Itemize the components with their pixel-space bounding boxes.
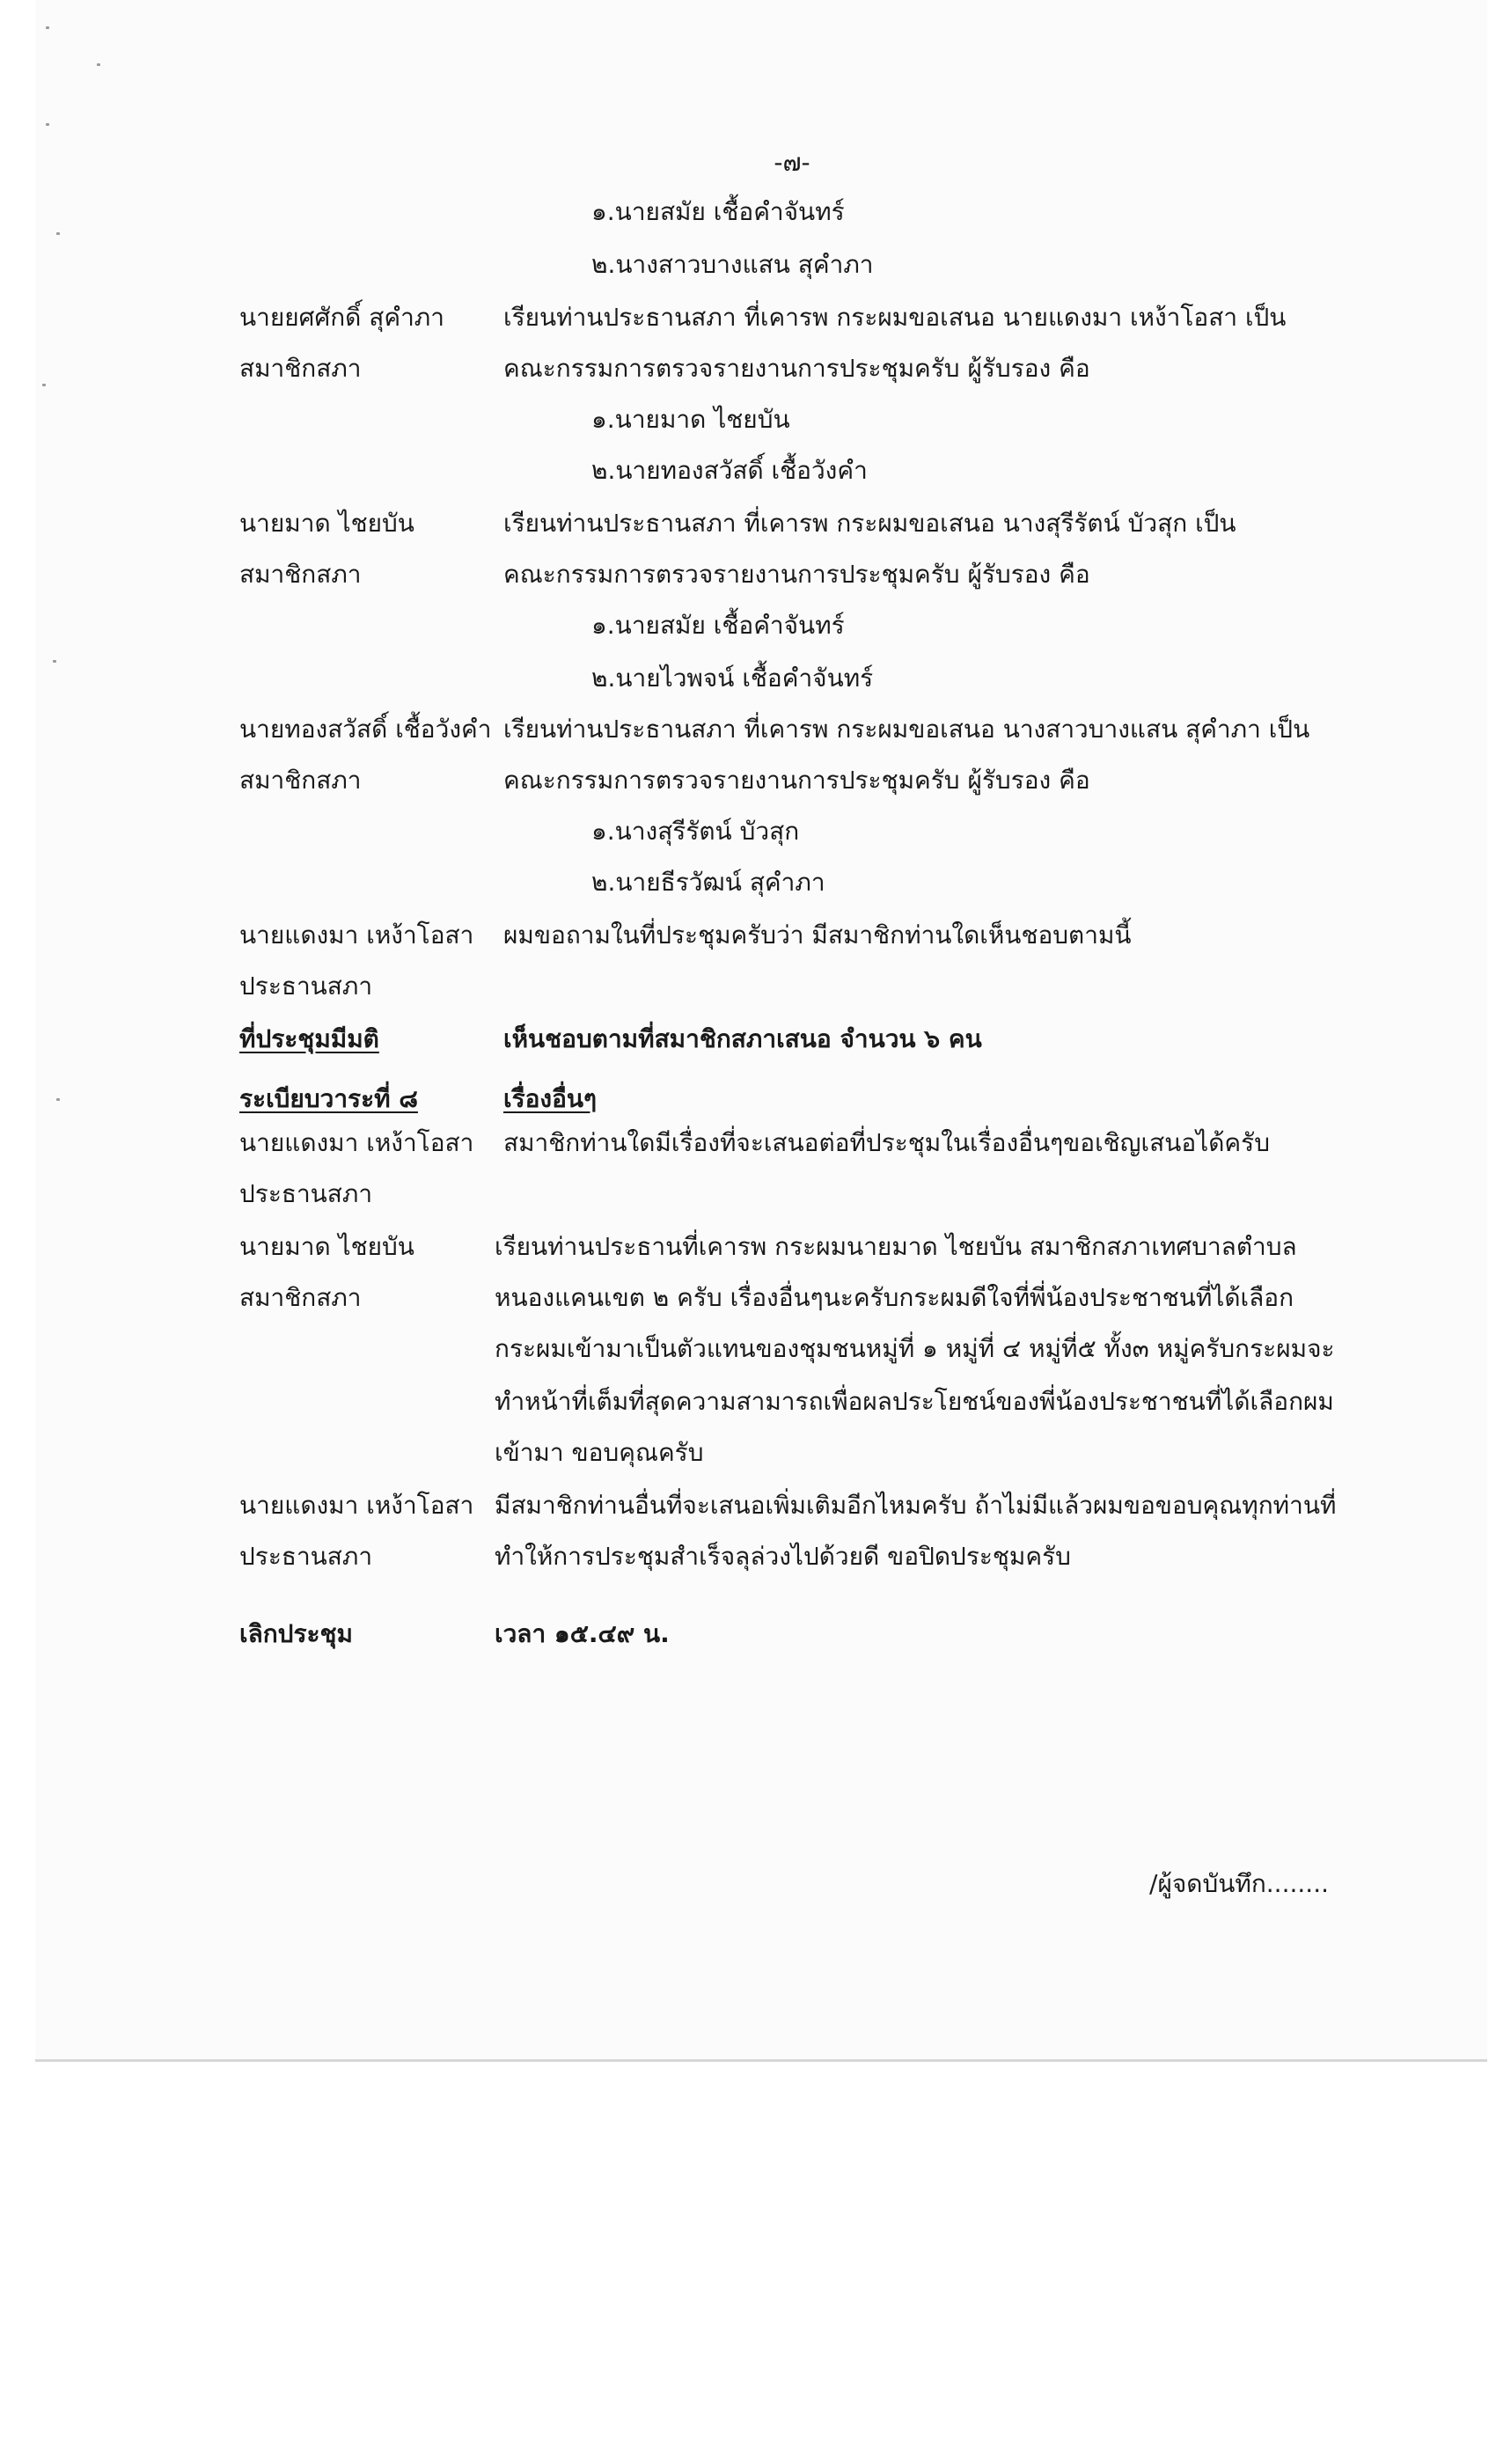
speech-line: เรียนท่านประธานสภา ที่เคารพ กระผมขอเสนอ นางสุรีรัตน์ บัวสุก เป็น <box>503 509 1236 538</box>
speech-line: หนองแคนเขต ๒ ครับ เรื่องอื่นๆนะครับกระผมดีใจที่พี่น้องประชาชนที่ได้เลือก <box>495 1283 1294 1312</box>
speech-line: กระผมเข้ามาเป็นตัวแทนของชุมชนหมู่ที่ ๑ หมู่ที่ ๔ หมู่ที่๕ ทั้ง๓ หมู่ครับกระผมจะ <box>495 1334 1335 1363</box>
speaker-name: นายแดงมา เหง้าโอสา <box>239 1128 474 1157</box>
sheet-edge <box>35 2059 1487 2062</box>
speaker-name: นายมาด ไชยบัน <box>239 509 414 538</box>
nominee-line: ๒.นายไวพจน์ เชื้อคำจันทร์ <box>591 664 874 693</box>
speech-line: มีสมาชิกท่านอื่นที่จะเสนอเพิ่มเติมอีกไหมครับ ถ้าไม่มีแล้วผมขอขอบคุณทุกท่านที่ <box>495 1491 1337 1520</box>
nominee-line: ๑.นายสมัย เชื้อคำจันทร์ <box>591 197 845 226</box>
speaker-name: นายแดงมา เหง้าโอสา <box>239 1491 474 1520</box>
speech-line: ทำให้การประชุมสำเร็จลุล่วงไปด้วยดี ขอปิดประชุมครับ <box>495 1542 1071 1571</box>
speech-line: คณะกรรมการตรวจรายงานการประชุมครับ ผู้รับรอง คือ <box>503 354 1090 383</box>
nominee-line: ๒.นายธีรวัฒน์ สุคำภา <box>591 868 825 897</box>
recorder-continuation-note: /ผู้จดบันทึก........ <box>1149 1869 1329 1898</box>
speaker-role: สมาชิกสภา <box>239 560 362 589</box>
scan-speck <box>46 123 49 126</box>
speaker-role: สมาชิกสภา <box>239 1283 362 1312</box>
speaker-role: สมาชิกสภา <box>239 354 362 383</box>
speech-line: เรียนท่านประธานสภา ที่เคารพ กระผมขอเสนอ นายแดงมา เหง้าโอสา เป็น <box>503 303 1287 332</box>
speaker-role: ประธานสภา <box>239 1542 373 1571</box>
speaker-role: ประธานสภา <box>239 972 373 1001</box>
nominee-line: ๑.นางสุรีรัตน์ บัวสุก <box>591 817 800 846</box>
resolution-text: เห็นชอบตามที่สมาชิกสภาเสนอ จำนวน ๖ คน <box>503 1024 982 1053</box>
speech-line: คณะกรรมการตรวจรายงานการประชุมครับ ผู้รับรอง คือ <box>503 560 1090 589</box>
speech-line: เข้ามา ขอบคุณครับ <box>495 1438 704 1467</box>
speaker-name: นายทองสวัสดิ์ เชื้อวังคำ <box>239 715 492 744</box>
agenda-heading: ระเบียบวาระที่ ๘ <box>239 1084 418 1113</box>
nominee-line: ๑.นายมาด ไชยบัน <box>591 405 790 434</box>
page-number: -๗- <box>774 148 810 177</box>
speech-line: ทำหน้าที่เต็มที่สุดความสามารถเพื่อผลประโยชน์ของพี่น้องประชาชนที่ได้เลือกผม <box>495 1387 1334 1416</box>
nominee-line: ๒.นายทองสวัสดิ์ เชื้อวังคำ <box>591 456 868 485</box>
speaker-role: ประธานสภา <box>239 1179 373 1208</box>
scan-speck <box>97 63 100 66</box>
meeting-closed-label: เลิกประชุม <box>239 1619 353 1648</box>
nominee-line: ๑.นายสมัย เชื้อคำจันทร์ <box>591 611 845 640</box>
speech-line: สมาชิกท่านใดมีเรื่องที่จะเสนอต่อที่ประชุมในเรื่องอื่นๆขอเชิญเสนอได้ครับ <box>503 1128 1270 1157</box>
scan-speck <box>56 1098 60 1101</box>
speech-line: ผมขอถามในที่ประชุมครับว่า มีสมาชิกท่านใดเห็นชอบตามนี้ <box>503 920 1132 950</box>
scan-speck <box>53 660 56 663</box>
speaker-name: นายยศศักดิ์ สุคำภา <box>239 303 444 332</box>
meeting-closed-time: เวลา ๑๕.๔๙ น. <box>495 1619 670 1648</box>
resolution-heading: ที่ประชุมมีมติ <box>239 1024 379 1053</box>
speaker-name: นายแดงมา เหง้าโอสา <box>239 920 474 950</box>
scan-speck <box>42 384 46 386</box>
nominee-line: ๒.นางสาวบางแสน สุคำภา <box>591 250 874 279</box>
speaker-role: สมาชิกสภา <box>239 766 362 795</box>
speech-line: เรียนท่านประธานสภา ที่เคารพ กระผมขอเสนอ นางสาวบางแสน สุคำภา เป็น <box>503 715 1310 744</box>
speech-line: คณะกรรมการตรวจรายงานการประชุมครับ ผู้รับรอง คือ <box>503 766 1090 795</box>
agenda-title: เรื่องอื่นๆ <box>503 1084 598 1113</box>
scan-speck <box>56 232 60 235</box>
speech-line: เรียนท่านประธานที่เคารพ กระผมนายมาด ไชยบัน สมาชิกสภาเทศบาลตำบล <box>495 1232 1297 1261</box>
speaker-name: นายมาด ไชยบัน <box>239 1232 414 1261</box>
scan-speck <box>46 26 49 29</box>
